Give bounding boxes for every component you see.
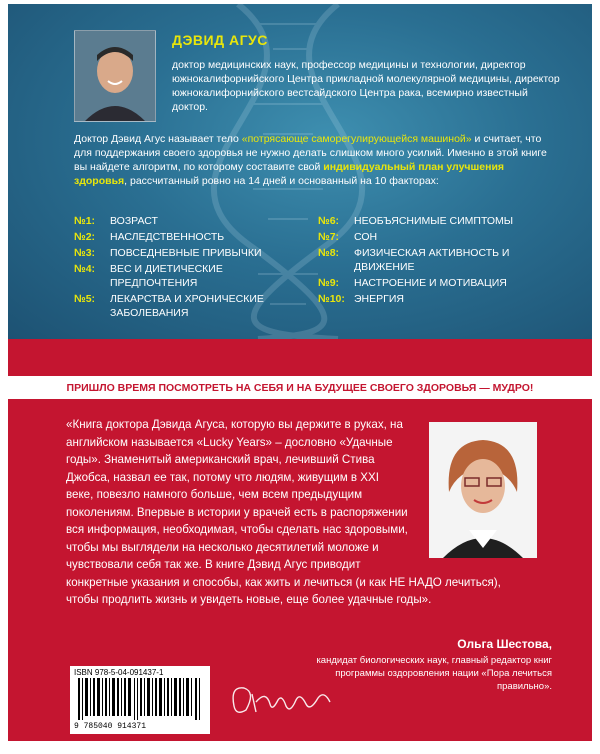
factor-item	[318, 276, 558, 290]
book-back-cover	[8, 4, 592, 741]
factor-label: ФИЗИЧЕСКАЯ АКТИВНОСТЬ И ДВИЖЕНИЕ	[354, 247, 510, 273]
tagline-bar	[8, 376, 592, 399]
factor-label: НАСЛЕДСТВЕННОСТЬ	[110, 231, 225, 243]
factor-number: №9:	[318, 277, 340, 289]
reviewer-description: кандидат биологических наук, главный редактор книг программы оздоровления нации «Пора лечиться правильно».	[316, 655, 552, 692]
factor-label: ВОЗРАСТ	[110, 215, 158, 227]
signature-icon	[226, 676, 336, 722]
intro-part: , рассчитанный ровно на 14 дней и основанный на 10 факторах:	[124, 175, 439, 187]
factor-item	[318, 214, 558, 228]
intro-highlight-bold: индивидуальный план улучшения здоровья	[74, 161, 505, 187]
factor-label: ПОВСЕДНЕВНЫЕ ПРИВЫЧКИ	[110, 247, 262, 259]
factor-item	[74, 214, 304, 228]
factor-number: №4:	[74, 263, 96, 275]
factor-label: НЕОБЪЯСНИМЫЕ СИМПТОМЫ	[354, 215, 514, 227]
factor-item	[74, 230, 304, 244]
factor-number: №7:	[318, 231, 340, 243]
intro-text	[74, 132, 554, 188]
reviewer-name: Ольга Шестова,	[457, 637, 552, 651]
factor-item	[318, 246, 558, 274]
factor-number: №5:	[74, 293, 96, 305]
factor-label: ЭНЕРГИЯ	[354, 293, 404, 305]
factor-number: №8:	[318, 247, 340, 259]
barcode-icon	[78, 678, 202, 720]
reviewer-photo	[429, 422, 537, 558]
factors-list-right	[318, 214, 558, 308]
factor-number: №2:	[74, 231, 96, 243]
factor-item	[74, 262, 304, 290]
author-photo	[74, 30, 156, 122]
barcode-number: 9 785040 914371	[74, 722, 147, 731]
author-name: ДЭВИД АГУС	[172, 32, 268, 48]
quote-text: «Книга доктора Дэвида Агуса, которую вы держите в руках, на английском называется «Lucky Years» – дословно «Удачные годы». Знаменитый американский врач, лечивший Стива Джобса, назвал ее так, потому что людям, живущим в XXI веке, повезло намного больше, чем всем предыдущим поколениям. Впервые в истории у врачей есть в распоряжении вся информация, необходимая, чтобы сделать нас здоровыми, чтобы мы выглядели на несколько десятилетий моложе и чувствовали себя так же. В книге Дэвид Агус приводит конкретные указания и способы, как жить и лечиться (и как НЕ НАДО лечиться), чтобы продлить жизнь и увидеть новые, еще более удачные годы».	[66, 418, 501, 606]
factor-number: №6:	[318, 215, 340, 227]
factor-number: №1:	[74, 215, 96, 227]
factor-label: НАСТРОЕНИЕ И МОТИВАЦИЯ	[354, 277, 507, 289]
factor-item	[74, 246, 304, 260]
intro-part: Доктор Дэвид Агус называет тело	[74, 133, 242, 145]
intro-highlight: «потрясающе саморегулирующейся машиной»	[241, 133, 472, 145]
isbn-text: ISBN 978-5-04-091437-1	[74, 668, 164, 677]
factor-label: ЛЕКАРСТВА И ХРОНИЧЕСКИЕ ЗАБОЛЕВАНИЯ	[110, 293, 264, 319]
factor-number: №3:	[74, 247, 96, 259]
top-panel	[8, 4, 592, 339]
factor-label: ВЕС И ДИЕТИЧЕСКИЕ ПРЕДПОЧТЕНИЯ	[110, 263, 223, 289]
factor-item	[318, 292, 558, 306]
tagline: ПРИШЛО ВРЕМЯ ПОСМОТРЕТЬ НА СЕБЯ И НА БУДУЩЕЕ СВОЕГО ЗДОРОВЬЯ — МУДРО!	[66, 381, 534, 394]
barcode	[70, 666, 210, 734]
intro-part: и считает, что для поддержания своего здоровья не нужно делать слишком много усилий. Именно в этой книге вы найдете алгоритм, по которому составите свой	[74, 133, 547, 173]
factor-number: №10:	[318, 293, 345, 305]
factor-item	[318, 230, 558, 244]
factor-label: СОН	[354, 231, 378, 243]
factors-list-left	[74, 214, 304, 322]
author-bio: доктор медицинских наук, профессор медицины и технологии, директор южнокалифорнийского Центра прикладной молекулярной медицины, директор южнокалифорнийского вестсайдского Центра рака, всемирно известный доктор.	[172, 59, 560, 113]
factor-item	[74, 292, 304, 320]
